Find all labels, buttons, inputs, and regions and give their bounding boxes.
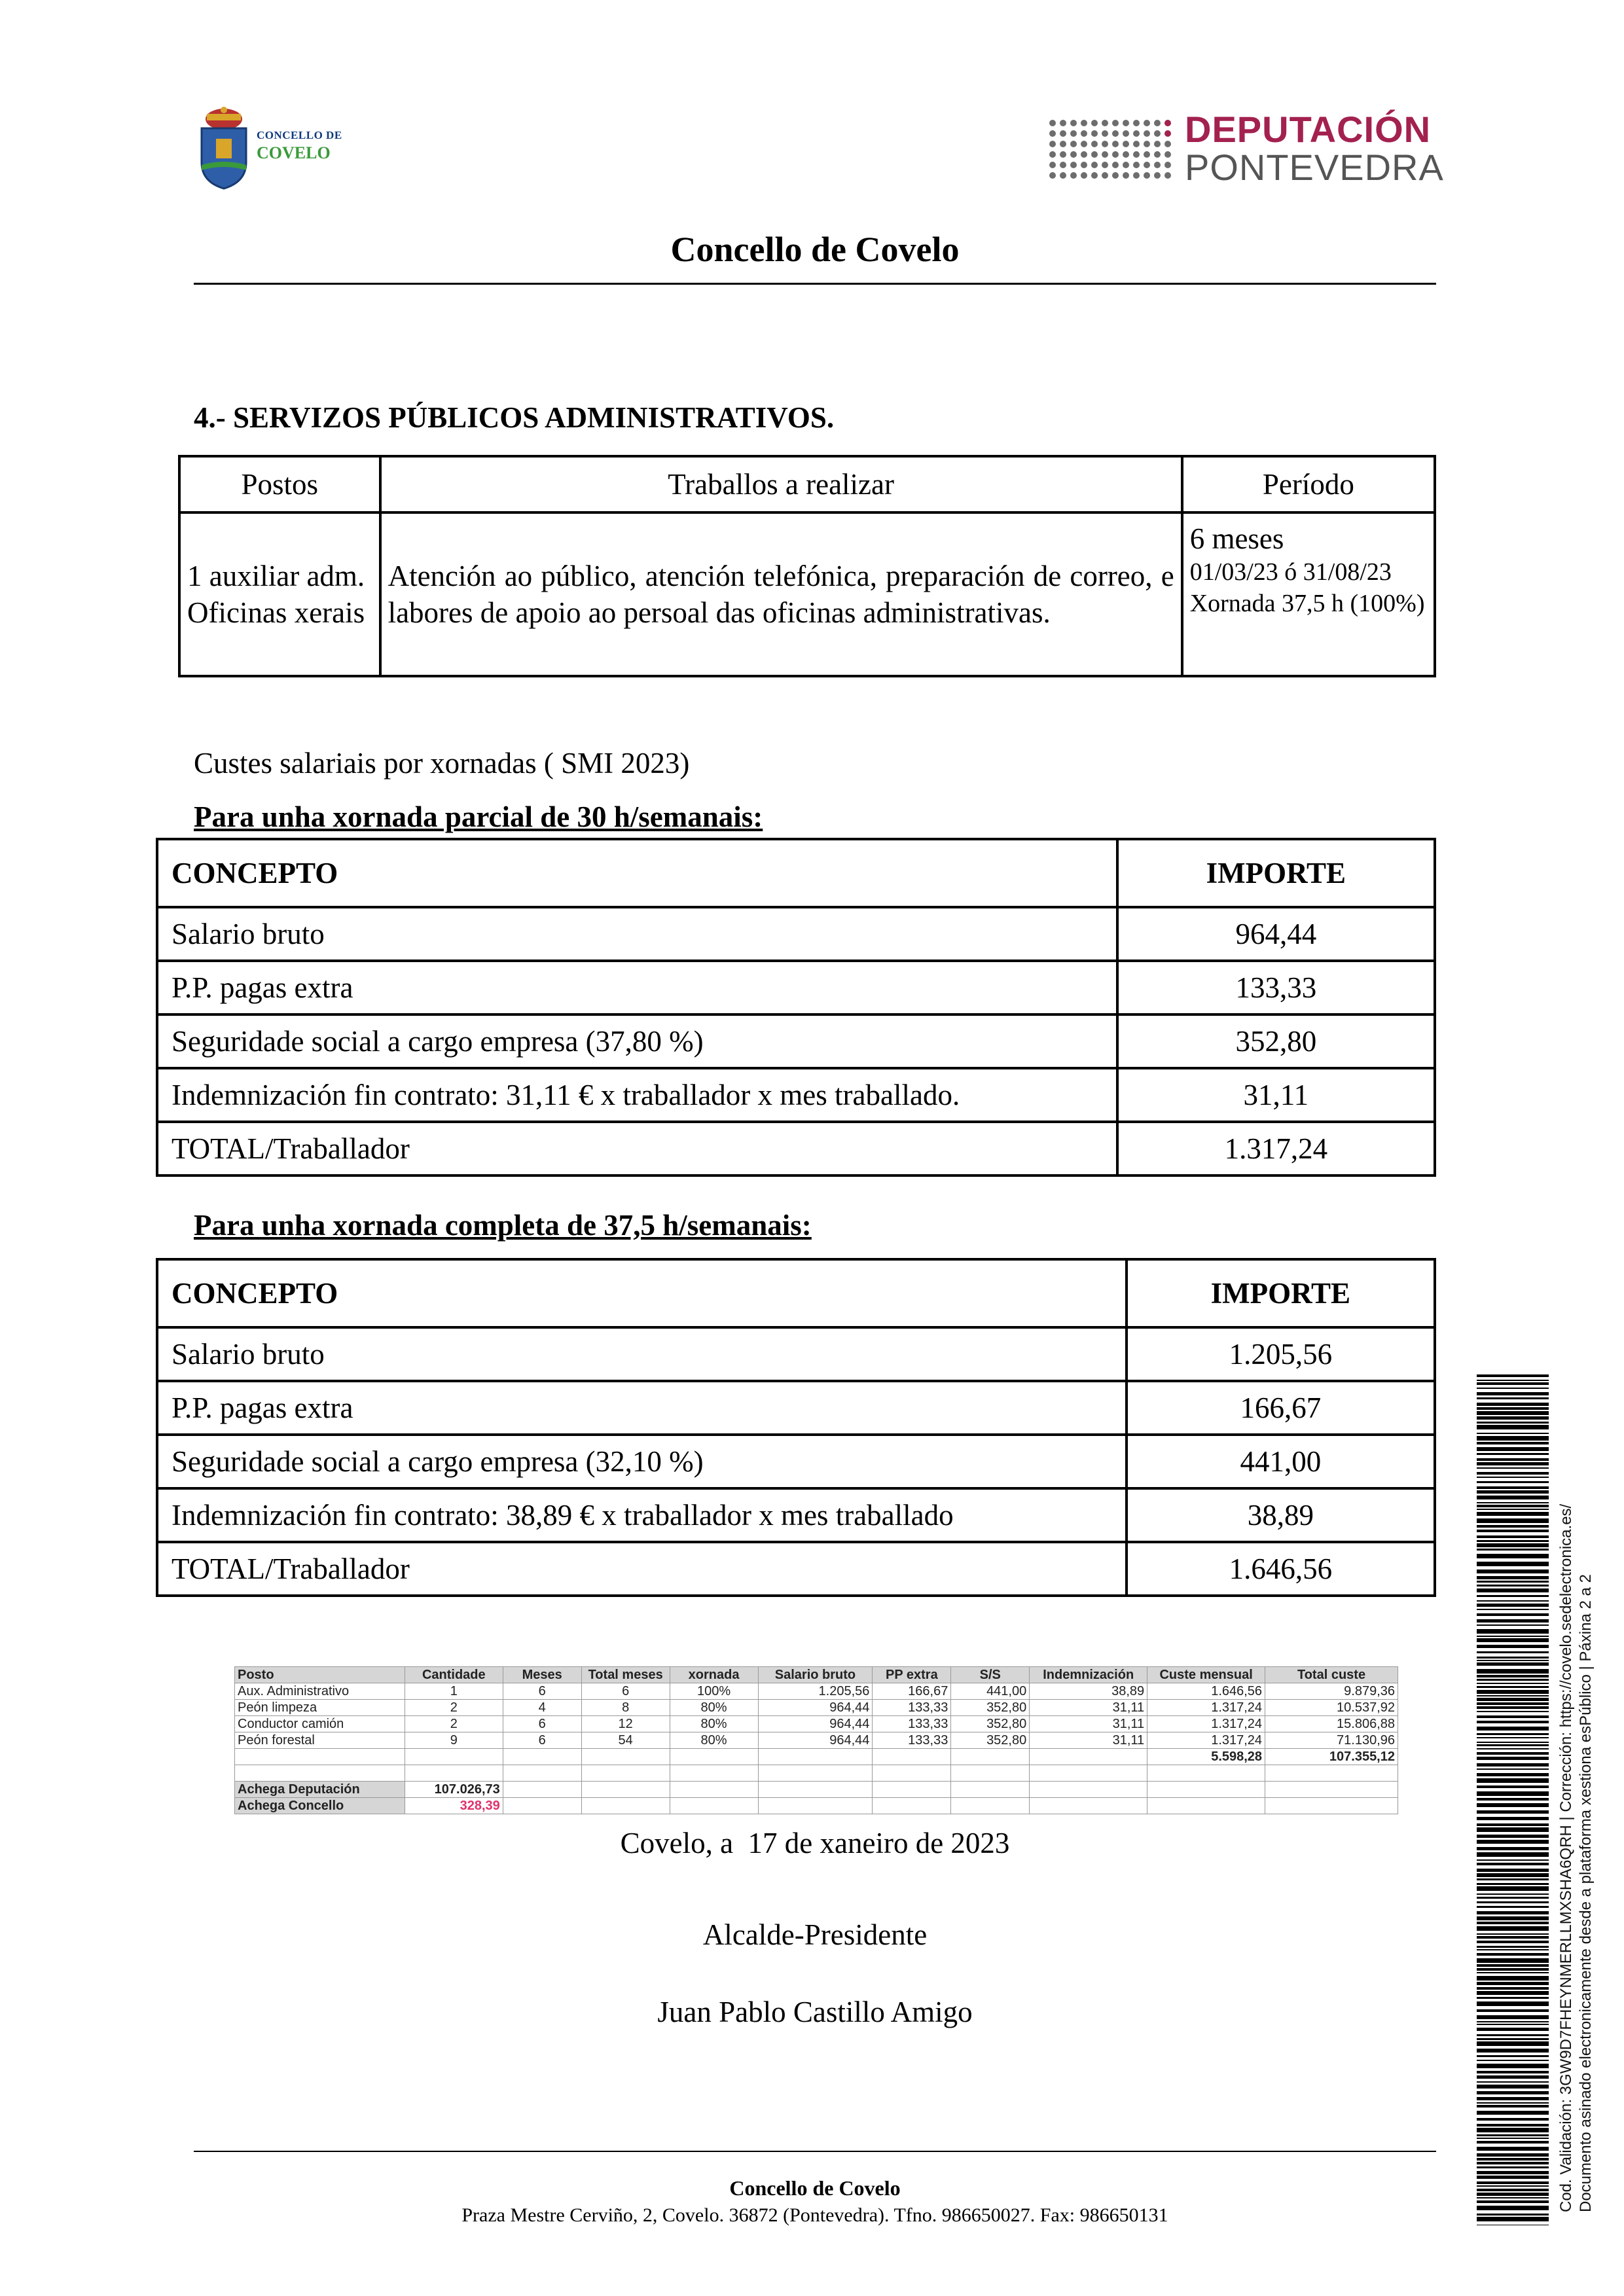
validation-code: Cod. Validación: 3GW9D7FHEYNMERLLMXSHA6QRH | Corrección: https://covelo.sedelectronica.es/ bbox=[1557, 1503, 1575, 2212]
posts-table bbox=[178, 455, 1436, 677]
heading-part-time: Para unha xornada parcial de 30 h/semanais: bbox=[194, 800, 763, 833]
signed-notice: Documento asinado electronicamente desde a plataforma xestiona esPúblico | Páxina 2 a 2 bbox=[1577, 1574, 1595, 2212]
summary-empty-cell bbox=[581, 1765, 670, 1782]
summary-empty-cell bbox=[758, 1765, 873, 1782]
concept-cell: Salario bruto bbox=[157, 1327, 1127, 1381]
summary-cell: 6 bbox=[581, 1683, 670, 1700]
summary-empty-cell bbox=[581, 1798, 670, 1814]
amount-cell: 1.205,56 bbox=[1127, 1327, 1435, 1381]
summary-row bbox=[235, 1683, 1398, 1700]
amount-cell: 38,89 bbox=[1127, 1488, 1435, 1542]
summary-empty-cell bbox=[1265, 1765, 1398, 1782]
summary-cell: 352,80 bbox=[951, 1700, 1030, 1716]
table-row bbox=[157, 1435, 1435, 1488]
summary-empty-cell bbox=[1265, 1798, 1398, 1814]
summary-empty-cell bbox=[670, 1798, 758, 1814]
summary-col-header: xornada bbox=[670, 1667, 758, 1683]
summary-empty-cell bbox=[503, 1765, 581, 1782]
concept-cell: P.P. pagas extra bbox=[157, 1381, 1127, 1435]
summary-empty-cell bbox=[405, 1749, 503, 1765]
section-title: 4.- SERVIZOS PÚBLICOS ADMINISTRATIVOS. bbox=[194, 401, 835, 434]
summary-cell: 15.806,88 bbox=[1265, 1716, 1398, 1732]
summary-cell: 6 bbox=[503, 1716, 581, 1732]
summary-empty-cell bbox=[670, 1765, 758, 1782]
table-row bbox=[157, 1542, 1435, 1596]
col-header-posts: Postos bbox=[179, 456, 380, 512]
summary-cell: 31,11 bbox=[1030, 1716, 1147, 1732]
summary-total-cost: 107.355,12 bbox=[1265, 1749, 1398, 1765]
summary-cell: 71.130,96 bbox=[1265, 1732, 1398, 1749]
summary-empty-cell bbox=[503, 1749, 581, 1765]
col-header-tasks: Traballos a realizar bbox=[380, 456, 1182, 512]
summary-empty-cell bbox=[581, 1782, 670, 1798]
summary-cell: 2 bbox=[405, 1716, 503, 1732]
cost-table-37-5h bbox=[156, 1258, 1436, 1597]
deputacion-logo-line2: PONTEVEDRA bbox=[1185, 147, 1444, 188]
summary-empty-cell bbox=[1147, 1798, 1265, 1814]
covelo-logo bbox=[196, 105, 353, 193]
cell-post: 1 auxiliar adm. Oficinas xerais bbox=[179, 512, 380, 676]
contrib-value: 328,39 bbox=[405, 1798, 503, 1814]
summary-totals-row bbox=[235, 1749, 1398, 1765]
summary-empty-cell bbox=[758, 1798, 873, 1814]
footer-address: Praza Mestre Cerviño, 2, Covelo. 36872 (Pontevedra). Tfno. 986650027. Fax: 986650131 bbox=[461, 2204, 1168, 2226]
summary-empty-cell bbox=[1030, 1749, 1147, 1765]
summary-empty-cell bbox=[951, 1749, 1030, 1765]
footer-rule bbox=[194, 2151, 1436, 2152]
summary-col-header: S/S bbox=[951, 1667, 1030, 1683]
col-header-concept: CONCEPTO bbox=[157, 839, 1117, 907]
summary-cell: 6 bbox=[503, 1732, 581, 1749]
deputacion-logo-line1: DEPUTACIÓN bbox=[1185, 109, 1432, 150]
header-title: Concello de Covelo bbox=[670, 230, 960, 269]
summary-cell: 12 bbox=[581, 1716, 670, 1732]
amount-cell: 31,11 bbox=[1117, 1068, 1435, 1122]
amount-cell: 352,80 bbox=[1117, 1014, 1435, 1068]
period-dates: 01/03/23 ó 31/08/23 bbox=[1189, 558, 1392, 586]
summary-empty-cell bbox=[951, 1782, 1030, 1798]
summary-empty-cell bbox=[758, 1749, 873, 1765]
coat-of-arms-icon bbox=[196, 105, 252, 190]
table-row bbox=[157, 1327, 1435, 1381]
summary-cell: 100% bbox=[670, 1683, 758, 1700]
summary-col-header: Posto bbox=[235, 1667, 405, 1683]
summary-cell: 2 bbox=[405, 1700, 503, 1716]
summary-empty-cell bbox=[235, 1749, 405, 1765]
summary-empty-cell bbox=[503, 1782, 581, 1798]
summary-empty-cell bbox=[1147, 1765, 1265, 1782]
table-row bbox=[157, 1014, 1435, 1068]
summary-empty-cell bbox=[1030, 1782, 1147, 1798]
concept-cell: TOTAL/Traballador bbox=[157, 1542, 1127, 1596]
contrib-label: Achega Deputación bbox=[235, 1782, 405, 1798]
summary-empty-cell bbox=[581, 1749, 670, 1765]
summary-col-header: Indemnización bbox=[1030, 1667, 1147, 1683]
amount-cell: 133,33 bbox=[1117, 961, 1435, 1014]
summary-cell: 80% bbox=[670, 1700, 758, 1716]
summary-empty-cell bbox=[670, 1749, 758, 1765]
table-row bbox=[157, 1122, 1435, 1175]
summary-cell: 133,33 bbox=[873, 1716, 951, 1732]
summary-empty-cell bbox=[873, 1765, 951, 1782]
summary-contrib-row bbox=[235, 1782, 1398, 1798]
summary-cell: 4 bbox=[503, 1700, 581, 1716]
concept-cell: P.P. pagas extra bbox=[157, 961, 1117, 1014]
summary-cell: 9.879,36 bbox=[1265, 1683, 1398, 1700]
summary-empty-cell bbox=[405, 1765, 503, 1782]
summary-empty-cell bbox=[951, 1765, 1030, 1782]
summary-cell: 1 bbox=[405, 1683, 503, 1700]
summary-empty-cell bbox=[1265, 1782, 1398, 1798]
summary-col-header: Total meses bbox=[581, 1667, 670, 1683]
summary-col-header: Salario bruto bbox=[758, 1667, 873, 1683]
summary-empty-cell bbox=[235, 1765, 405, 1782]
summary-empty-cell bbox=[873, 1749, 951, 1765]
summary-cell: 31,11 bbox=[1030, 1732, 1147, 1749]
col-header-concept: CONCEPTO bbox=[157, 1259, 1127, 1327]
summary-header-row bbox=[235, 1667, 1398, 1683]
amount-cell: 441,00 bbox=[1127, 1435, 1435, 1488]
col-header-amount: IMPORTE bbox=[1117, 839, 1435, 907]
summary-cell: 1.317,24 bbox=[1147, 1700, 1265, 1716]
summary-cell: Aux. Administrativo bbox=[235, 1683, 405, 1700]
summary-cell: 31,11 bbox=[1030, 1700, 1147, 1716]
summary-cell: 1.205,56 bbox=[758, 1683, 873, 1700]
summary-col-header: PP extra bbox=[873, 1667, 951, 1683]
summary-cell: 1.646,56 bbox=[1147, 1683, 1265, 1700]
signer-role: Alcalde-Presidente bbox=[702, 1918, 928, 1951]
summary-cell: 8 bbox=[581, 1700, 670, 1716]
cell-period bbox=[1182, 512, 1435, 676]
summary-contrib-row bbox=[235, 1798, 1398, 1814]
place-date: Covelo, a 17 de xaneiro de 2023 bbox=[620, 1827, 1010, 1859]
table-row bbox=[157, 1381, 1435, 1435]
validation-side-text bbox=[1557, 1361, 1596, 2212]
summary-row bbox=[235, 1732, 1398, 1749]
covelo-logo-line1: CONCELLO DE bbox=[257, 129, 342, 141]
period-duration: 6 meses bbox=[1189, 522, 1284, 555]
summary-cell: 964,44 bbox=[758, 1732, 873, 1749]
dot-grid-icon bbox=[1047, 118, 1178, 183]
table-row bbox=[157, 1068, 1435, 1122]
summary-cell: 166,67 bbox=[873, 1683, 951, 1700]
summary-cell: 80% bbox=[670, 1716, 758, 1732]
heading-full-time: Para unha xornada completa de 37,5 h/semanais: bbox=[194, 1209, 812, 1242]
summary-cell: 80% bbox=[670, 1732, 758, 1749]
summary-cell: 441,00 bbox=[951, 1683, 1030, 1700]
concept-cell: Seguridade social a cargo empresa (37,80 %) bbox=[157, 1014, 1117, 1068]
summary-cell: Peón forestal bbox=[235, 1732, 405, 1749]
summary-cell: 352,80 bbox=[951, 1732, 1030, 1749]
summary-col-header: Total custe bbox=[1265, 1667, 1398, 1683]
costs-subtitle: Custes salariais por xornadas ( SMI 2023) bbox=[194, 747, 690, 780]
summary-cell: Peón limpeza bbox=[235, 1700, 405, 1716]
summary-row bbox=[235, 1700, 1398, 1716]
summary-cell: 964,44 bbox=[758, 1700, 873, 1716]
col-header-amount: IMPORTE bbox=[1127, 1259, 1435, 1327]
summary-empty-cell bbox=[758, 1782, 873, 1798]
period-schedule: Xornada 37,5 h (100%) bbox=[1189, 589, 1425, 617]
summary-col-header: Meses bbox=[503, 1667, 581, 1683]
amount-cell: 964,44 bbox=[1117, 907, 1435, 961]
summary-empty-cell bbox=[873, 1782, 951, 1798]
cost-table-30h bbox=[156, 838, 1436, 1177]
signer-name: Juan Pablo Castillo Amigo bbox=[657, 1996, 973, 2028]
summary-empty-cell bbox=[1030, 1798, 1147, 1814]
footer-name: Concello de Covelo bbox=[729, 2176, 901, 2200]
concept-cell: Seguridade social a cargo empresa (32,10 %) bbox=[157, 1435, 1127, 1488]
summary-spreadsheet bbox=[234, 1666, 1398, 1827]
summary-cell: 133,33 bbox=[873, 1732, 951, 1749]
summary-total-monthly: 5.598,28 bbox=[1147, 1749, 1265, 1765]
summary-empty-cell bbox=[503, 1798, 581, 1814]
amount-cell: 1.317,24 bbox=[1117, 1122, 1435, 1175]
contrib-label: Achega Concello bbox=[235, 1798, 405, 1814]
summary-cell: 1.317,24 bbox=[1147, 1716, 1265, 1732]
amount-cell: 166,67 bbox=[1127, 1381, 1435, 1435]
header-rule bbox=[194, 283, 1436, 285]
table-row bbox=[157, 907, 1435, 961]
summary-row bbox=[235, 1716, 1398, 1732]
summary-cell: 38,89 bbox=[1030, 1683, 1147, 1700]
summary-empty-cell bbox=[670, 1782, 758, 1798]
col-header-period: Período bbox=[1182, 456, 1435, 512]
summary-empty-cell bbox=[1030, 1765, 1147, 1782]
summary-blank-row bbox=[235, 1765, 1398, 1782]
summary-cell: 1.317,24 bbox=[1147, 1732, 1265, 1749]
summary-cell: 6 bbox=[503, 1683, 581, 1700]
table-row bbox=[157, 961, 1435, 1014]
concept-cell: TOTAL/Traballador bbox=[157, 1122, 1117, 1175]
summary-empty-cell bbox=[1147, 1782, 1265, 1798]
summary-cell: 54 bbox=[581, 1732, 670, 1749]
summary-col-header: Cantidade bbox=[405, 1667, 503, 1683]
cell-tasks: Atención ao público, atención telefónica, preparación de correo, e labores de apoio ao persoal das oficinas administrativas. bbox=[380, 512, 1182, 676]
summary-cell: Conductor camión bbox=[235, 1716, 405, 1732]
deputacion-logo bbox=[1047, 109, 1444, 188]
concept-cell: Indemnización fin contrato: 31,11 € x traballador x mes traballado. bbox=[157, 1068, 1117, 1122]
summary-cell: 9 bbox=[405, 1732, 503, 1749]
summary-col-header: Custe mensual bbox=[1147, 1667, 1265, 1683]
concept-cell: Indemnización fin contrato: 38,89 € x traballador x mes traballado bbox=[157, 1488, 1127, 1542]
covelo-logo-line2: COVELO bbox=[257, 143, 331, 162]
summary-cell: 133,33 bbox=[873, 1700, 951, 1716]
summary-empty-cell bbox=[951, 1798, 1030, 1814]
concept-cell: Salario bruto bbox=[157, 907, 1117, 961]
contrib-value: 107.026,73 bbox=[405, 1782, 503, 1798]
summary-cell: 352,80 bbox=[951, 1716, 1030, 1732]
table-row bbox=[157, 1488, 1435, 1542]
amount-cell: 1.646,56 bbox=[1127, 1542, 1435, 1596]
summary-empty-cell bbox=[873, 1798, 951, 1814]
summary-cell: 10.537,92 bbox=[1265, 1700, 1398, 1716]
barcode-icon bbox=[1477, 1374, 1549, 2225]
summary-cell: 964,44 bbox=[758, 1716, 873, 1732]
summary-table bbox=[234, 1666, 1398, 1814]
